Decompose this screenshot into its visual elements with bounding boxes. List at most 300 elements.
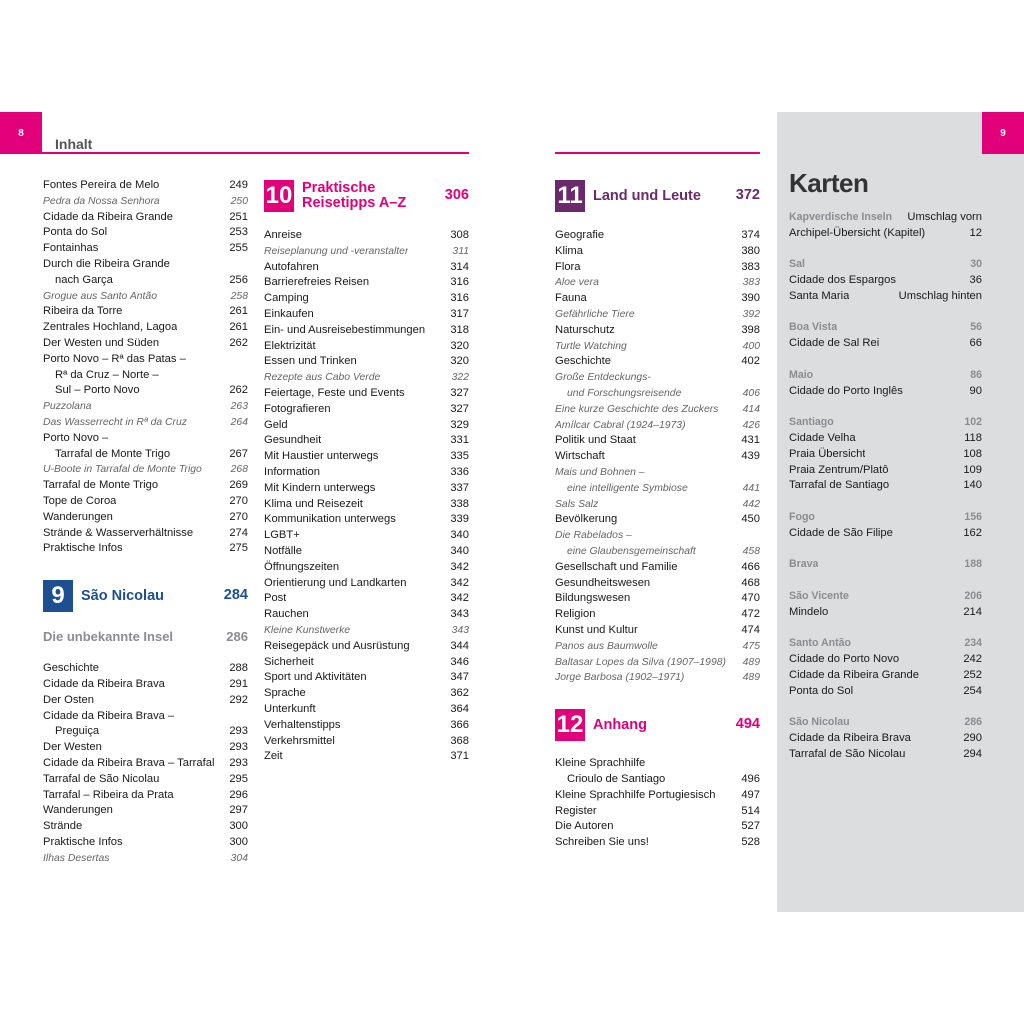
toc-entry[interactable] bbox=[789, 747, 982, 763]
chapter-heading[interactable] bbox=[555, 178, 760, 214]
toc-entry[interactable] bbox=[264, 718, 469, 734]
toc-entry[interactable] bbox=[43, 510, 248, 526]
toc-entry-page: 293 bbox=[229, 741, 248, 754]
toc-entry[interactable] bbox=[555, 228, 760, 244]
toc-entry-page: 450 bbox=[741, 513, 760, 526]
toc-entry-page: 496 bbox=[741, 772, 760, 785]
maps-title: Karten bbox=[789, 168, 869, 198]
toc-entry-page bbox=[242, 431, 248, 447]
toc-entry[interactable] bbox=[264, 354, 469, 370]
toc-entry-page: 331 bbox=[450, 434, 469, 447]
toc-entry-text: U-Boote in Tarrafal de Monte Trigo bbox=[43, 464, 202, 476]
toc-entry[interactable] bbox=[43, 803, 248, 819]
toc-entry-text: Cidade de Sal Rei bbox=[789, 337, 880, 350]
toc-entry-text: Kleine Sprachhilfe bbox=[555, 757, 646, 770]
toc-entry[interactable] bbox=[789, 289, 982, 305]
toc-entry[interactable] bbox=[264, 449, 469, 465]
toc-entry[interactable] bbox=[264, 465, 469, 481]
toc-entry-page: 156 bbox=[964, 510, 982, 523]
toc-entry[interactable] bbox=[264, 291, 469, 307]
toc-entry[interactable] bbox=[789, 715, 982, 731]
toc-entry-text: Mit Haustier unterwegs bbox=[264, 450, 379, 463]
toc-entry-page: 414 bbox=[742, 403, 760, 415]
toc-entry[interactable] bbox=[789, 431, 982, 447]
toc-entry-page: 400 bbox=[742, 340, 760, 352]
toc-entry-page: 383 bbox=[741, 260, 760, 273]
toc-entry[interactable] bbox=[555, 835, 760, 851]
toc-entry-text: Archipel-Übersicht (Kapitel) bbox=[789, 226, 926, 239]
toc-entry-page: 320 bbox=[450, 355, 469, 368]
toc-entry[interactable] bbox=[264, 749, 469, 765]
toc-entry[interactable] bbox=[789, 415, 982, 431]
toc-entry[interactable] bbox=[264, 734, 469, 750]
toc-entry-text: Cidade Velha bbox=[789, 431, 856, 444]
toc-entry[interactable] bbox=[43, 368, 248, 384]
toc-entry[interactable] bbox=[43, 661, 248, 677]
toc-entry[interactable] bbox=[789, 257, 982, 273]
header-rule-left bbox=[42, 152, 469, 154]
toc-entry-text: Cidade da Ribeira Brava bbox=[43, 677, 165, 690]
toc-entry[interactable] bbox=[789, 463, 982, 479]
page-number-tab-right: 9 bbox=[982, 112, 1024, 154]
toc-entry-page: 336 bbox=[450, 465, 469, 478]
chapter-page: 372 bbox=[735, 187, 760, 204]
toc-entry[interactable] bbox=[264, 670, 469, 686]
toc-entry[interactable] bbox=[264, 323, 469, 339]
toc-entry[interactable] bbox=[43, 462, 248, 478]
toc-entry-page: 269 bbox=[229, 479, 248, 492]
toc-entry[interactable] bbox=[555, 756, 760, 772]
toc-entry[interactable] bbox=[789, 226, 982, 242]
toc-entry[interactable] bbox=[555, 623, 760, 639]
toc-entry[interactable] bbox=[43, 851, 248, 867]
toc-entry-text: Reiseplanung und -veranstalter bbox=[264, 245, 409, 257]
toc-entry-text: Klima bbox=[555, 244, 583, 257]
toc-entry[interactable] bbox=[264, 244, 469, 260]
toc-entry-text: Preguiça bbox=[55, 725, 100, 738]
toc-entry[interactable] bbox=[555, 418, 760, 434]
toc-entry-text: Tope de Coroa bbox=[43, 494, 117, 507]
toc-entry[interactable] bbox=[789, 605, 982, 621]
maps-group bbox=[789, 320, 982, 352]
toc-entry-text: Grogue aus Santo Antão bbox=[43, 290, 157, 302]
toc-entry[interactable] bbox=[264, 481, 469, 497]
chapter-page: 494 bbox=[735, 716, 760, 733]
maps-group bbox=[789, 257, 982, 304]
toc-entry-page: 262 bbox=[229, 384, 248, 397]
chapter-page: 284 bbox=[223, 587, 248, 604]
toc-entry[interactable] bbox=[555, 449, 760, 465]
toc-entry[interactable] bbox=[555, 275, 760, 291]
toc-entry[interactable] bbox=[555, 260, 760, 276]
toc-entry[interactable] bbox=[264, 307, 469, 323]
toc-entry-page: 162 bbox=[963, 526, 982, 539]
toc-entry[interactable] bbox=[789, 447, 982, 463]
toc-entry-page: 262 bbox=[229, 336, 248, 349]
toc-entry-text: Große Entdeckungs- bbox=[555, 372, 651, 384]
toc-entry[interactable] bbox=[43, 541, 248, 557]
toc-entry-text: Praia Übersicht bbox=[789, 447, 866, 460]
toc-entry-page: 406 bbox=[742, 387, 760, 399]
toc-entry-page: 255 bbox=[229, 242, 248, 255]
toc-entry-text: Camping bbox=[264, 292, 309, 305]
toc-entry[interactable] bbox=[555, 354, 760, 370]
toc-entry-page: 188 bbox=[964, 558, 982, 571]
toc-entry-page: 291 bbox=[229, 677, 248, 690]
toc-entry-text: Cidade do Porto Inglês bbox=[789, 384, 903, 397]
toc-entry[interactable] bbox=[555, 804, 760, 820]
toc-entry[interactable] bbox=[264, 655, 469, 671]
toc-entry-page: Umschlag hinten bbox=[898, 289, 982, 302]
toc-entry[interactable] bbox=[43, 788, 248, 804]
toc-entry-text: Cidade da Ribeira Grande bbox=[789, 668, 919, 681]
toc-entry-page: 343 bbox=[451, 624, 469, 636]
toc-entry-page: 466 bbox=[741, 560, 760, 573]
toc-entry[interactable] bbox=[43, 756, 248, 772]
toc-entry-page: 90 bbox=[969, 384, 982, 397]
toc-entry-page: 108 bbox=[963, 447, 982, 460]
toc-entry-text: Strände bbox=[43, 820, 83, 833]
toc-entry-text: eine Glaubensgemeinschaft bbox=[567, 545, 696, 557]
toc-entry-text: Fontes Pereira de Melo bbox=[43, 179, 160, 191]
toc-entry[interactable] bbox=[264, 433, 469, 449]
toc-entry-page: 380 bbox=[741, 244, 760, 257]
toc-entry-page: 390 bbox=[741, 292, 760, 305]
toc-entry[interactable] bbox=[43, 740, 248, 756]
toc-entry-page: 295 bbox=[229, 772, 248, 785]
chapter-heading[interactable] bbox=[264, 178, 469, 214]
toc-entry-page: 340 bbox=[450, 529, 469, 542]
toc-entry[interactable] bbox=[43, 819, 248, 835]
toc-entry[interactable] bbox=[555, 670, 760, 686]
toc-list bbox=[43, 661, 248, 866]
toc-entry-text: Gesundheit bbox=[264, 434, 322, 447]
toc-entry[interactable] bbox=[555, 307, 760, 323]
toc-entry-text: São Vicente bbox=[789, 589, 849, 602]
toc-entry-text: Tarrafal de Monte Trigo bbox=[43, 479, 159, 492]
toc-entry[interactable] bbox=[264, 639, 469, 655]
toc-entry-text: Wanderungen bbox=[43, 804, 113, 817]
toc-entry-text: Puzzolana bbox=[43, 401, 92, 413]
toc-entry-text: Kleine Sprachhilfe Portugiesisch bbox=[555, 788, 716, 801]
toc-entry-page: 293 bbox=[229, 756, 248, 769]
toc-entry[interactable] bbox=[555, 819, 760, 835]
toc-entry[interactable] bbox=[43, 257, 248, 273]
toc-entry[interactable] bbox=[789, 684, 982, 700]
toc-entry[interactable] bbox=[43, 336, 248, 352]
toc-entry-page: 290 bbox=[963, 732, 982, 745]
toc-entry[interactable] bbox=[555, 497, 760, 513]
toc-entry-text: Panos aus Baumwolle bbox=[555, 640, 658, 652]
toc-entry[interactable] bbox=[264, 260, 469, 276]
toc-entry-text: Fogo bbox=[789, 510, 815, 523]
toc-entry-page: 261 bbox=[229, 321, 248, 334]
toc-entry[interactable] bbox=[789, 273, 982, 289]
toc-entry-text: Sals Salz bbox=[555, 498, 599, 510]
toc-entry[interactable] bbox=[43, 289, 248, 305]
toc-entry[interactable] bbox=[264, 607, 469, 623]
toc-entry[interactable] bbox=[789, 652, 982, 668]
toc-entry-text: Tarrafal de Santiago bbox=[789, 479, 890, 492]
toc-entry-page: 311 bbox=[452, 245, 469, 257]
toc-entry[interactable] bbox=[43, 320, 248, 336]
toc-entry-page: 293 bbox=[229, 725, 248, 738]
maps-groups bbox=[789, 210, 982, 763]
toc-entry[interactable] bbox=[43, 693, 248, 709]
toc-entry[interactable] bbox=[789, 478, 982, 494]
toc-entry[interactable] bbox=[555, 291, 760, 307]
toc-entry-page: 383 bbox=[742, 277, 760, 289]
toc-entry[interactable] bbox=[43, 478, 248, 494]
toc-entry[interactable] bbox=[264, 386, 469, 402]
toc-entry-page: 489 bbox=[742, 672, 760, 684]
chapter-title: São Nicolau bbox=[81, 587, 164, 604]
toc-entry[interactable] bbox=[43, 178, 248, 194]
toc-entry[interactable] bbox=[264, 339, 469, 355]
toc-entry-text: Tarrafal de São Nicolau bbox=[43, 772, 160, 785]
toc-entry-page: 102 bbox=[964, 416, 982, 429]
toc-entry-text: Barrierefreies Reisen bbox=[264, 276, 370, 289]
toc-entry[interactable] bbox=[555, 788, 760, 804]
toc-entry[interactable] bbox=[555, 433, 760, 449]
toc-entry[interactable] bbox=[264, 591, 469, 607]
toc-entry-text: Jorge Barbosa (1902–1971) bbox=[555, 672, 685, 684]
toc-entry[interactable] bbox=[789, 668, 982, 684]
chapter-heading[interactable] bbox=[555, 708, 760, 742]
toc-entry[interactable] bbox=[555, 607, 760, 623]
chapter-number: 9 bbox=[43, 580, 73, 612]
toc-entry[interactable] bbox=[555, 465, 760, 481]
toc-entry[interactable] bbox=[264, 418, 469, 434]
toc-entry-text: Reisegepäck und Ausrüstung bbox=[264, 639, 410, 652]
toc-entry[interactable] bbox=[43, 526, 248, 542]
toc-entry-page: 439 bbox=[741, 450, 760, 463]
toc-entry-page: 316 bbox=[450, 276, 469, 289]
toc-entry-page: 472 bbox=[741, 608, 760, 621]
toc-entry-page: 297 bbox=[229, 804, 248, 817]
toc-entry-page bbox=[754, 528, 760, 544]
toc-entry-text: Zentrales Hochland, Lagoa bbox=[43, 321, 178, 334]
toc-entry-text: Unterkunft bbox=[264, 702, 316, 715]
toc-entry[interactable] bbox=[43, 447, 248, 463]
toc-entry-page: 270 bbox=[229, 494, 248, 507]
toc-entry[interactable] bbox=[555, 639, 760, 655]
toc-entry[interactable] bbox=[264, 402, 469, 418]
toc-entry-page: 458 bbox=[742, 545, 760, 557]
toc-entry[interactable] bbox=[264, 560, 469, 576]
toc-entry-text: Kleine Kunstwerke bbox=[264, 624, 351, 636]
toc-entry-page: 431 bbox=[741, 434, 760, 447]
toc-entry-page: 347 bbox=[450, 671, 469, 684]
toc-entry-page: 322 bbox=[451, 372, 469, 384]
toc-entry[interactable] bbox=[264, 497, 469, 513]
toc-entry[interactable] bbox=[43, 724, 248, 740]
chapter-heading[interactable] bbox=[43, 579, 248, 613]
toc-entry-page: 267 bbox=[229, 447, 248, 460]
toc-entry[interactable] bbox=[43, 210, 248, 226]
toc-entry-page: 342 bbox=[450, 560, 469, 573]
toc-entry[interactable] bbox=[43, 383, 248, 399]
toc-entry-page: 398 bbox=[741, 323, 760, 336]
toc-entry[interactable] bbox=[789, 526, 982, 542]
toc-entry[interactable] bbox=[555, 772, 760, 788]
toc-entry-text: Autofahren bbox=[264, 260, 319, 273]
toc-entry-text: Sal bbox=[789, 258, 805, 271]
toc-entry[interactable] bbox=[43, 709, 248, 725]
toc-entry-text: Tarrafal de Monte Trigo bbox=[55, 447, 171, 460]
toc-entry-text: Naturschutz bbox=[555, 323, 615, 336]
toc-entry[interactable] bbox=[789, 589, 982, 605]
toc-entry[interactable] bbox=[43, 194, 248, 210]
toc-entry[interactable] bbox=[264, 528, 469, 544]
toc-entry-text: Cidade dos Espargos bbox=[789, 273, 896, 286]
toc-entry-text: Crioulo de Santiago bbox=[567, 772, 666, 785]
toc-entry[interactable] bbox=[43, 431, 248, 447]
toc-entry[interactable] bbox=[789, 384, 982, 400]
toc-entry[interactable] bbox=[555, 244, 760, 260]
toc-entry-page: 343 bbox=[450, 608, 469, 621]
chapter-title: Land und Leute bbox=[593, 187, 701, 204]
toc-entry[interactable] bbox=[264, 576, 469, 592]
toc-list bbox=[264, 228, 469, 765]
toc-entry-text: São Nicolau bbox=[789, 716, 850, 729]
toc-entry[interactable] bbox=[789, 510, 982, 526]
toc-entry[interactable] bbox=[43, 399, 248, 415]
toc-entry-page: 470 bbox=[741, 592, 760, 605]
toc-entry[interactable] bbox=[555, 560, 760, 576]
toc-entry[interactable] bbox=[43, 352, 248, 368]
toc-entry[interactable] bbox=[43, 225, 248, 241]
toc-entry[interactable] bbox=[43, 835, 248, 851]
toc-entry[interactable] bbox=[555, 528, 760, 544]
toc-column-2 bbox=[264, 178, 469, 765]
subchapter-heading[interactable] bbox=[43, 627, 248, 647]
toc-entry[interactable] bbox=[789, 336, 982, 352]
maps-group bbox=[789, 210, 982, 242]
maps-group bbox=[789, 510, 982, 542]
toc-entry-text: Kunst und Kultur bbox=[555, 623, 638, 636]
toc-entry-page: 468 bbox=[741, 576, 760, 589]
toc-entry-text: Cidade da Ribeira Brava – bbox=[43, 709, 175, 722]
toc-entry-page: 441 bbox=[742, 482, 760, 494]
toc-entry-text: Sport und Aktivitäten bbox=[264, 671, 367, 684]
toc-entry[interactable] bbox=[43, 415, 248, 431]
toc-entry-text: Maio bbox=[789, 368, 814, 381]
toc-entry[interactable] bbox=[789, 320, 982, 336]
toc-entry-page: 442 bbox=[742, 498, 760, 510]
toc-entry[interactable] bbox=[555, 339, 760, 355]
toc-entry[interactable] bbox=[789, 636, 982, 652]
toc-entry-page: 304 bbox=[230, 852, 248, 864]
toc-entry-text: Kapverdische Inseln bbox=[789, 210, 893, 223]
toc-entry-text: Cidade da Ribeira Brava – Tarrafal bbox=[43, 756, 215, 769]
toc-entry-text: Durch die Ribeira Grande bbox=[43, 257, 170, 270]
toc-entry[interactable] bbox=[789, 368, 982, 384]
toc-entry[interactable] bbox=[264, 228, 469, 244]
toc-entry-text: Verkehrsmittel bbox=[264, 734, 335, 747]
toc-entry[interactable] bbox=[264, 275, 469, 291]
toc-entry[interactable] bbox=[264, 544, 469, 560]
toc-entry[interactable] bbox=[555, 386, 760, 402]
toc-entry[interactable] bbox=[555, 591, 760, 607]
toc-entry[interactable] bbox=[264, 702, 469, 718]
toc-entry-page: 118 bbox=[964, 431, 982, 444]
toc-entry-text: Wanderungen bbox=[43, 510, 113, 523]
toc-entry-text: Schreiben Sie uns! bbox=[555, 836, 649, 849]
toc-entry-text: Öffnungszeiten bbox=[264, 560, 340, 573]
toc-entry-text: Praktische Infos bbox=[43, 542, 123, 555]
toc-entry[interactable] bbox=[43, 273, 248, 289]
toc-entry-page: 263 bbox=[230, 401, 248, 413]
toc-entry-text: LGBT+ bbox=[264, 529, 300, 542]
maps-group bbox=[789, 368, 982, 400]
toc-entry[interactable] bbox=[555, 370, 760, 386]
toc-entry[interactable] bbox=[43, 677, 248, 693]
chapter-title: Anhang bbox=[593, 716, 647, 733]
toc-entry[interactable] bbox=[264, 370, 469, 386]
toc-entry[interactable] bbox=[264, 512, 469, 528]
toc-entry-text: Tarrafal – Ribeira da Prata bbox=[43, 788, 174, 801]
toc-entry-text: Rª da Cruz – Norte – bbox=[55, 368, 159, 381]
toc-entry[interactable] bbox=[43, 304, 248, 320]
toc-entry-text: Elektrizität bbox=[264, 339, 316, 352]
toc-entry[interactable] bbox=[264, 686, 469, 702]
toc-entry-page: 308 bbox=[450, 229, 469, 241]
toc-entry-page: 250 bbox=[230, 195, 248, 207]
toc-entry-text: Sprache bbox=[264, 687, 306, 700]
toc-entry-text: Bildungswesen bbox=[555, 592, 631, 605]
toc-entry[interactable] bbox=[43, 494, 248, 510]
toc-entry-text: Praktische Infos bbox=[43, 835, 123, 848]
subchapter-page: 286 bbox=[226, 629, 248, 645]
toc-entry[interactable] bbox=[264, 623, 469, 639]
toc-entry-text: Post bbox=[264, 592, 287, 605]
toc-entry-text: Anreise bbox=[264, 229, 302, 241]
toc-entry-text: Ein- und Ausreisebestimmungen bbox=[264, 323, 426, 336]
toc-entry-page: 264 bbox=[230, 416, 248, 428]
toc-entry[interactable] bbox=[789, 731, 982, 747]
toc-entry[interactable] bbox=[789, 557, 982, 573]
toc-entry-page: 254 bbox=[963, 684, 982, 697]
toc-entry-page: 317 bbox=[450, 307, 469, 320]
toc-entry-text: Boa Vista bbox=[789, 321, 838, 334]
toc-entry[interactable] bbox=[555, 544, 760, 560]
toc-entry-text: Bevölkerung bbox=[555, 513, 618, 526]
toc-entry[interactable] bbox=[555, 481, 760, 497]
toc-entry-page: 253 bbox=[229, 226, 248, 239]
toc-entry[interactable] bbox=[555, 402, 760, 418]
toc-entry-text: Mindelo bbox=[789, 605, 829, 618]
toc-entry-text: Kommunikation unterwegs bbox=[264, 513, 396, 526]
toc-entry[interactable] bbox=[789, 210, 982, 226]
toc-entry[interactable] bbox=[555, 655, 760, 671]
toc-entry[interactable] bbox=[555, 512, 760, 528]
toc-entry-text: Mais und Bohnen – bbox=[555, 466, 645, 478]
toc-entry[interactable] bbox=[43, 241, 248, 257]
toc-entry-text: Tarrafal de São Nicolau bbox=[789, 747, 906, 760]
toc-entry[interactable] bbox=[43, 772, 248, 788]
toc-entry-page bbox=[754, 370, 760, 386]
toc-entry-page: 258 bbox=[230, 290, 248, 302]
toc-entry-text: Cidade da Ribeira Brava bbox=[789, 732, 911, 745]
toc-list bbox=[555, 756, 760, 851]
toc-entry-text: Strände & Wasserverhältnisse bbox=[43, 526, 194, 539]
toc-entry-page: 294 bbox=[963, 747, 982, 760]
toc-column-1 bbox=[43, 178, 248, 866]
toc-entry[interactable] bbox=[555, 323, 760, 339]
toc-entry[interactable] bbox=[555, 576, 760, 592]
toc-entry-page: 344 bbox=[450, 639, 469, 652]
